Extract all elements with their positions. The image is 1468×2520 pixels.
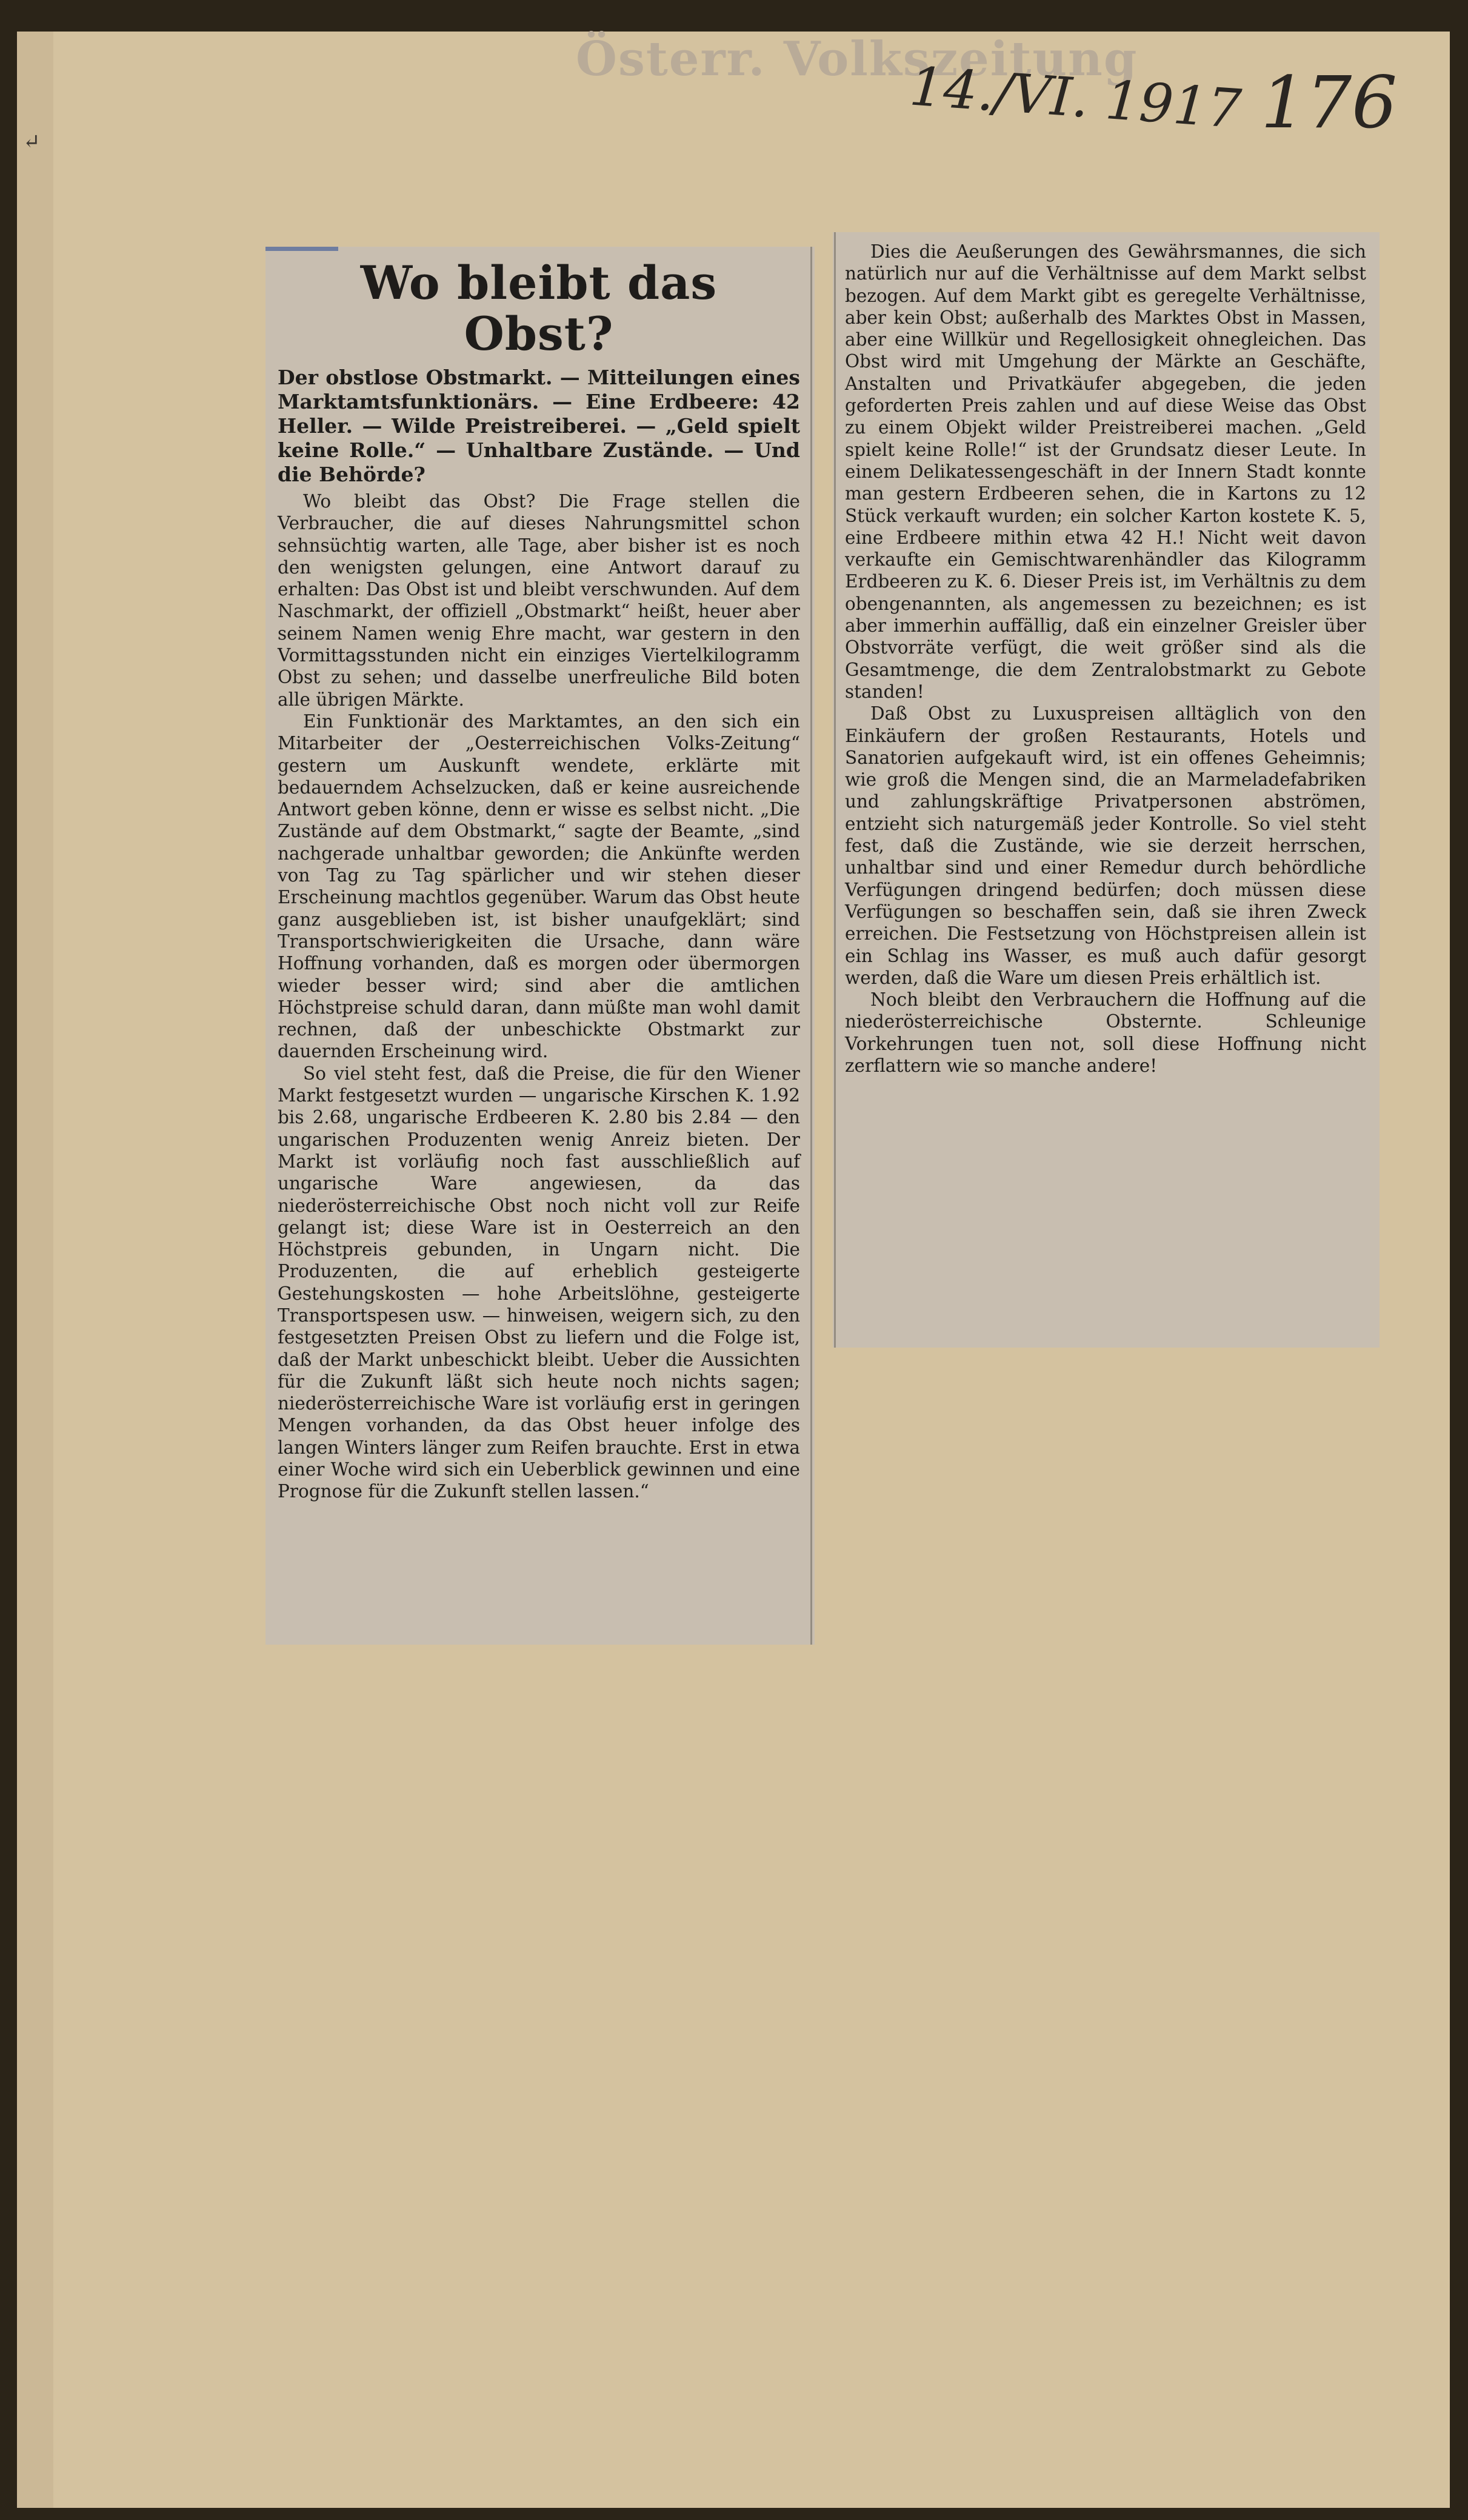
article-headline: Wo bleibt das Obst?	[360, 256, 718, 361]
column-edge-line	[810, 247, 812, 1645]
handwritten-date: 14./VI. 1917	[907, 55, 1244, 141]
paper-edge-shadow	[17, 32, 53, 2508]
handwritten-folio-number: 176	[1261, 61, 1398, 144]
paragraph: Dies die Aeußerungen des Gewährsmannes, die sich natürlich nur auf die Verhältnisse auf dem Markt selbst bezogen. Auf dem Markt gibt es geregelte Verhältnisse, aber kein Obst; außerhalb des Marktes Obst in Massen, aber eine Willkür und Regellosigkeit ohnegleichen. Das Obst wird mit Umgehung der Märkte an Geschäfte, Anstalten und Privatkäufer abgegeben, die jeden geforderten Preis zahlen und auf diese Weise das Obst zu einem Objekt wilder Preistreiberei machen. „Geld spielt keine Rolle!“ ist der Grundsatz dieser Leute. In einem Delikatessengeschäft in der Innern Stadt konnte man gestern Erdbeeren sehen, die in Kartons zu 12 Stück verkauft wurden; ein solcher Karton kostete K. 5, eine Erdbeere mithin etwa 42 H.! Nicht weit davon verkaufte ein Gemischtwarenhändler das Kilogramm Erdbeeren zu K. 6. Dieser Preis ist, im Verhältnis zu dem obengenannten, als angemessen zu bezeichnen; es ist aber immerhin auffällig, daß ein einzelner Greisler über Obstvorräte verfügt, die weit größer sind als die Gesamtmenge, die dem Zentralobstmarkt zu Gebote standen!	[845, 241, 1366, 702]
article-subheadline: Der obstlose Obstmarkt. — Mitteilungen eines Marktamtsfunktionärs. — Eine Erdbeere: 42 Heller. — Wilde Preistreiberei. — „Geld spielt keine Rolle.“ — Unhaltbare Zustände. — Und die Behörde?	[278, 366, 800, 486]
clipping-left-column	[265, 247, 815, 1645]
paragraph: So viel steht fest, daß die Preise, die für den Wiener Markt festgesetzt wurden — ungarische Kirschen K. 1.92 bis 2.68, ungarische Erdbeeren K. 2.80 bis 2.84 — den ungarischen Produzenten wenig Anreiz bieten. Der Markt ist vorläufig noch fast ausschließlich auf ungarische Ware angewiesen, da das niederösterreichische Obst noch nicht voll zur Reife gelangt ist; diese Ware ist in Oesterreich an den Höchstpreis gebunden, in Ungarn nicht. Die Produzenten, die auf erheblich gesteigerte Gestehungskosten — hohe Arbeitslöhne, gesteigerte Transportspesen usw. — hinweisen, weigern sich, zu den festgesetzten Preisen Obst zu liefern und die Folge ist, daß der Markt unbeschickt bleibt. Ueber die Aussichten für die Zukunft läßt sich heute noch nichts sagen; niederösterreichische Ware ist vorläufig erst in geringen Mengen vorhanden, da das Obst heuer infolge des langen Winters länger zum Reifen brauchte. Erst in etwa einer Woche wird sich ein Ueberblick gewinnen und eine Prognose für die Zukunft stellen lassen.“	[278, 1063, 800, 1502]
pencil-mark-icon: ↵	[23, 130, 41, 154]
clipping-right-column	[833, 232, 1380, 1348]
column-edge-line	[834, 232, 836, 1348]
newspaper-masthead-stamp: Österr. Volkszeitung	[576, 32, 1138, 87]
paragraph: Ein Funktionär des Marktamtes, an den sich ein Mitarbeiter der „Oesterreichischen Volks-Zeitung“ gestern um Auskunft wendete, erklärte mit bedauerndem Achselzucken, daß er keine ausreichende Antwort geben könne, denn er wisse es selbst nicht. „Die Zustände auf dem Obstmarkt,“ sagte der Beamte, „sind nachgerade unhaltbar geworden; die Ankünfte werden von Tag zu Tag spärlicher und wir stehen dieser Erscheinung machtlos gegenüber. Warum das Obst heute ganz ausgeblieben ist, ist bisher unaufgeklärt; sind Transportschwierigkeiten die Ursache, dann wäre Hoffnung vorhanden, daß es morgen oder übermorgen wieder besser wird; sind aber die amtlichen Höchstpreise schuld daran, dann müßte man wohl damit rechnen, daß der unbeschickte Obstmarkt zur dauernden Erscheinung wird.	[278, 710, 800, 1062]
paragraph: Daß Obst zu Luxuspreisen alltäglich von den Einkäufern der großen Restaurants, Hotels und Sanatorien aufgekauft wird, ist ein offenes Geheimnis; wie groß die Mengen sind, die an Marmeladefabriken und zahlungskräftige Privatpersonen abströmen, entzieht sich naturgemäß jeder Kontrolle. So viel steht fest, daß die Zustände, wie sie derzeit herrschen, unhaltbar sind und einer Remedur durch behördliche Verfügungen dringend bedürfen; doch müssen diese Verfügungen so beschaffen sein, daß sie ihren Zweck erreichen. Die Festsetzung von Höchstpreisen allein ist ein Schlag ins Wasser, es muß auch dafür gesorgt werden, daß die Ware um diesen Preis erhältlich ist.	[845, 703, 1366, 988]
column-top-rule	[265, 247, 338, 251]
paragraph: Noch bleibt den Verbrauchern die Hoffnung auf die niederösterreichische Obsternte. Schleunige Vorkehrungen tuen not, soll diese Hoffnung nicht zerflattern wie so manche andere!	[845, 989, 1366, 1076]
article-body-right	[845, 241, 1366, 1077]
article-body-left	[278, 490, 800, 1503]
paragraph: Wo bleibt das Obst? Die Frage stellen die Verbraucher, die auf dieses Nahrungsmittel schon sehnsüchtig warten, alle Tage, aber bisher ist es noch den wenigsten gelungen, eine Antwort darauf zu erhalten: Das Obst ist und bleibt verschwunden. Auf dem Naschmarkt, der offiziell „Obstmarkt“ heißt, heuer aber seinem Namen wenig Ehre macht, war gestern in den Vormittagsstunden nicht ein einziges Viertelkilogramm Obst zu sehen; und dasselbe unerfreuliche Bild boten alle übrigen Märkte.	[278, 491, 800, 710]
